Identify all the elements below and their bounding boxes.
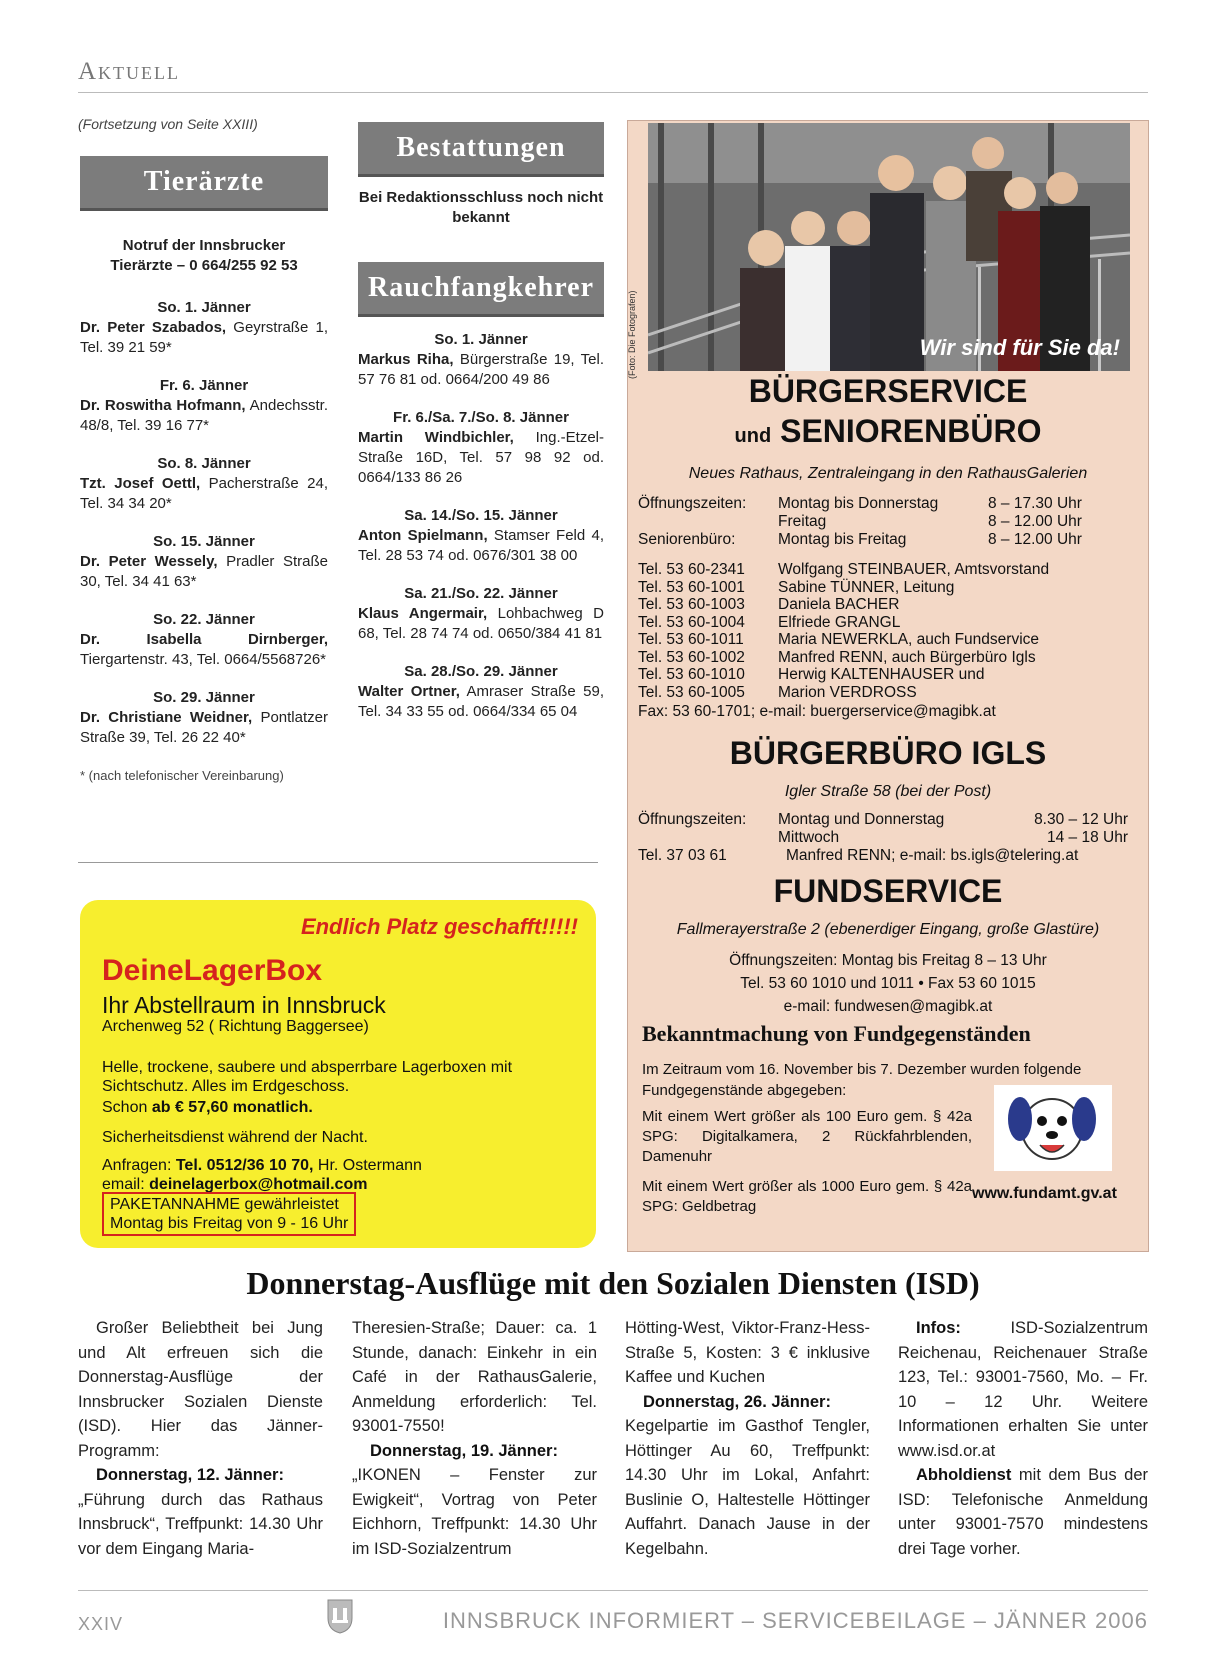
sweep-entry (358, 584, 604, 644)
lagerbox-subtitle: Ihr Abstellraum in Innsbruck (102, 992, 386, 1018)
contact-tel: Tel. 53 60-1004 (638, 613, 745, 631)
sweep-detail: Lohbachweg D 68, Tel. 28 74 74 od. 0650/384 41 81 (358, 605, 605, 642)
contact-row (638, 666, 1138, 684)
tieraerzte-banner: Tierärzte (80, 156, 328, 211)
vet-date: Fr. 6. Jänner (159, 377, 249, 394)
igls-hours-row: Mittwoch 14 – 18 Uhr (778, 829, 1128, 846)
sweep-detail: Stamser Feld 4, Tel. 28 53 74 od. 0676/301 38 00 (358, 527, 605, 564)
lagerbox-email[interactable]: deinelagerbox@hotmail.com (149, 1176, 368, 1193)
vet-name: Dr. Peter Wessely, (80, 553, 218, 570)
contact-row (638, 649, 1138, 667)
buergerservice-location: Neues Rathaus, Zentraleingang in den RathausGalerien (688, 465, 1088, 482)
lagerbox-contact: Anfragen: Tel. 0512/36 10 70, Hr. Ostermann email: deinelagerbox@hotmail.com (102, 1157, 422, 1193)
contact-row (638, 579, 1138, 597)
contact-list (638, 561, 1138, 701)
sweep-name: Anton Spielmann, (358, 527, 488, 544)
sweep-entry (358, 408, 604, 488)
sweep-date: Sa. 21./So. 22. Jänner (404, 585, 558, 602)
isd-column-3: Hötting-West, Viktor-Franz-Hess-Straße 5, Kosten: 3 € inklusive Kaffee und Kuchen Donnerstag, 26. Jänner: Kegelpartie im Gasthof Tengler, Höttinger Au 60, Treffpunkt: 14.30 Uhr im Lokal, Anfahrt: Buslinie O, Haltestelle Höttinger Auffahrt. Danach Jause in der Kegelbahn. (625, 1319, 870, 1558)
rauchfang-banner: Rauchfangkehrer (358, 262, 604, 317)
vet-list (80, 298, 328, 748)
vet-name: Dr. Peter Szabados, (80, 319, 227, 336)
team-photo (648, 123, 1130, 371)
lagerbox-phone: Tel. 0512/36 10 70, (175, 1157, 314, 1174)
igls-hours: Öffnungszeiten: Montag und Donnerstag 8.30 – 12 Uhr Mittwoch 14 – 18 Uhr Tel. 37 03 61 Manfred RENN; e-mail: bs.igls@telering.at (638, 811, 1138, 865)
team-photo-illustration (648, 123, 1130, 371)
vet-entry (80, 298, 328, 358)
fundservice-contact: Öffnungszeiten: Montag bis Freitag 8 – 13 Uhr Tel. 53 60 1010 und 1011 • Fax 53 60 1015 e-mail: fundwesen@magibk.at (729, 952, 1047, 1015)
sweep-detail: Ing.-Etzel-Straße 16D, Tel. 57 98 92 od. 0664/133 86 26 (358, 429, 604, 486)
fund-item-1: Mit einem Wert größer als 100 Euro gem. § 42a SPG: Digitalkamera, 2 Rückfahrblenden, Damenuhr (642, 1108, 972, 1165)
hours-row: Freitag 8 – 12.00 Uhr (778, 513, 1082, 530)
vet-entry (80, 610, 328, 670)
bestattungen-text: Bei Redaktionsschluss noch nicht bekannt (358, 189, 604, 226)
sweep-detail: Bürgerstraße 19, Tel. 57 76 81 od. 0664/200 49 86 (358, 351, 604, 388)
page-number: XXIV (78, 1614, 124, 1634)
vet-name: Tzt. Josef Oettl, (80, 475, 201, 492)
contact-name: Elfriede GRANGL (778, 613, 901, 631)
buergerservice-panel (627, 120, 1149, 1252)
fund-item-2: Mit einem Wert größer als 1000 Euro gem. § 42a SPG: Geldbetrag (642, 1178, 972, 1215)
continuation-note: (Fortsetzung von Seite XXIII) (78, 116, 258, 132)
hours-row: Montag bis Donnerstag 8 – 17.30 Uhr (778, 495, 1082, 512)
sweep-date: Sa. 14./So. 15. Jänner (404, 507, 558, 524)
lagerbox-address: Archenweg 52 ( Richtung Baggersee) (102, 1018, 369, 1035)
vet-detail: Pacherstraße 24, Tel. 34 34 20* (80, 475, 328, 512)
header-rule (78, 92, 1148, 93)
igls-tel: Tel. 37 03 61 (638, 847, 727, 864)
footer-rule (78, 1590, 1148, 1591)
contact-name: Daniela BACHER (778, 596, 900, 613)
contact-name: Marion VERDROSS (778, 683, 917, 701)
sweep-list (358, 330, 604, 740)
contact-name: Sabine TÜNNER, Leitung (778, 578, 955, 596)
vet-entry (80, 376, 328, 436)
vet-detail: Tiergartenstr. 43, Tel. 0664/5568726* (80, 651, 327, 668)
dog-mascot-icon (994, 1085, 1112, 1171)
contact-row (638, 614, 1138, 632)
vet-detail: Geyrstraße 1, Tel. 39 21 59* (80, 319, 328, 356)
fundservice-address: Fallmerayerstraße 2 (ebenerdiger Eingang, große Glastüre) (676, 921, 1100, 938)
lagerbox-slogan: Endlich Platz geschafft!!!!! (300, 914, 578, 939)
contact-tel: Tel. 53 60-1010 (638, 666, 745, 683)
notruf-line2: Tierärzte – 0 664/255 92 53 (110, 257, 298, 274)
igls-contact: Manfred RENN; e-mail: bs.igls@telering.at (786, 847, 1079, 864)
lagerbox-price: Schon ab € 57,60 monatlich. (102, 1099, 313, 1116)
sweep-name: Walter Ortner, (358, 683, 460, 700)
contact-tel: Tel. 53 60-1002 (638, 648, 745, 666)
buergerservice-fax: Fax: 53 60-1701; e-mail: buergerservice@magibk.at (638, 703, 996, 720)
price-value: ab € 57,60 monatlich. (151, 1099, 313, 1116)
igls-hours-row: Montag und Donnerstag 8.30 – 12 Uhr (778, 811, 1128, 828)
bestattungen-banner: Bestattungen (358, 122, 604, 177)
contact-name: Wolfgang STEINBAUER, Amtsvorstand (778, 561, 1050, 578)
vet-detail: Pradler Straße 30, Tel. 34 41 63* (80, 553, 328, 590)
vet-detail: Pontlatzer Straße 39, Tel. 26 22 40* (80, 709, 328, 746)
buergerservice-title: BÜRGERSERVICE (748, 373, 1028, 409)
fundservice-title: FUNDSERVICE (773, 873, 1003, 909)
paket-box: PAKETANNAHME gewährleistet Montag bis Freitag von 9 - 16 Uhr (102, 1192, 356, 1236)
contact-name: Herwig KALTENHAUSER und (778, 666, 985, 683)
vet-entry (80, 532, 328, 592)
lagerbox-description: Helle, trockene, saubere und absperrbare Lagerboxen mit Sichtschutz. Alles im Erdgeschoss. (102, 1059, 513, 1095)
vet-name: Dr. Christiane Weidner, (80, 709, 253, 726)
sweep-date: So. 1. Jänner (434, 331, 528, 348)
notruf-line1: Notruf der Innsbrucker (122, 237, 286, 254)
isd-column-4: Infos: ISD-Sozialzentrum Reichenau, Reichenauer Straße 123, Tel.: 93001-7560, Mo. – Fr. 10 – 12 Uhr. Weitere Informationen erhalten Sie unter www.isd.or.at Abholdienst mit dem Bus der ISD: Telefonische Anmeldung unter 93001-7570 mindestens drei Tage vorher. (898, 1319, 1148, 1558)
isd-date-3: Donnerstag, 26. Jänner: (643, 1392, 831, 1411)
vet-entry (80, 454, 328, 514)
contact-name: Maria NEWERKLA, auch Fundservice (778, 631, 1040, 648)
section-header: Aktuell (78, 58, 181, 85)
isd-column-1: Großer Beliebtheit bei Jung und Alt erfreuen sich die Donnerstag-Ausflüge der Innsbrucker Sozialen Dienste (ISD). Hier das Jänner-Programm: Donnerstag, 12. Jänner: „Führung durch das Rathaus Innsbruck“, Treffpunkt: 14.30 Uhr vor dem Eingang Maria- (78, 1319, 323, 1558)
lagerbox-ad (80, 900, 596, 1248)
buergerservice-hours: Öffnungszeiten: Seniorenbüro: Montag bis Donnerstag 8 – 17.30 Uhr Freitag 8 – 12.00 Uhr Montag bis Freitag 8 – 12.00 Uhr (638, 495, 1138, 549)
sweep-name: Klaus Angermair, (358, 605, 488, 622)
isd-title: Donnerstag-Ausflüge mit den Sozialen Diensten (ISD) (246, 1265, 980, 1301)
contact-row (638, 561, 1138, 579)
lagerbox-brand: DeineLagerBox (102, 954, 323, 987)
vet-date: So. 1. Jänner (157, 299, 251, 316)
contact-tel: Tel. 53 60-1003 (638, 596, 745, 613)
isd-column-2: Theresien-Straße; Dauer: ca. 1 Stunde, danach: Einkehr in ein Café in der RathausGalerie, Anmeldung erforderlich: Tel. 93001-7550! Donnerstag, 19. Jänner: „IKONEN – Fenster zur Ewigkeit“, Vortrag von Peter Eichhorn, Treffpunkt: 14.30 Uhr im ISD-Sozialzentrum (352, 1319, 597, 1558)
vet-name: Dr. Isabella Dirnberger, (80, 631, 328, 648)
sweep-entry (358, 330, 604, 390)
lagerbox-security: Sicherheitsdienst während der Nacht. (102, 1129, 368, 1146)
bekanntmachung-intro: Im Zeitraum vom 16. November bis 7. Dezember wurden folgende Fundgegenstände abgegeben: (642, 1061, 1082, 1099)
igls-title: BÜRGERBÜRO IGLS (729, 735, 1047, 771)
sweep-entry (358, 506, 604, 566)
contact-name: Manfred RENN, auch Bürgerbüro Igls (778, 648, 1036, 666)
vet-name: Dr. Roswitha Hofmann, (80, 397, 246, 414)
hours-table (638, 495, 1138, 549)
bekanntmachung-title: Bekanntmachung von Fundgegenständen (642, 1021, 1031, 1046)
vet-entry (80, 688, 328, 748)
contact-tel: Tel. 53 60-1001 (638, 578, 745, 596)
vet-date: So. 8. Jänner (157, 455, 251, 472)
vet-date: So. 15. Jänner (153, 533, 255, 550)
seniorenbuero-title: und SENIORENBÜRO (734, 413, 1042, 449)
sweep-name: Markus Riha, (358, 351, 454, 368)
sweep-detail: Amraser Straße 59, Tel. 34 33 55 od. 0664/334 65 04 (358, 683, 604, 720)
sweep-date: Fr. 6./Sa. 7./So. 8. Jänner (393, 409, 569, 426)
sweep-date: Sa. 28./So. 29. Jänner (404, 663, 558, 680)
photo-caption: Wir sind für Sie da! (919, 335, 1120, 360)
photo-credit: (Foto: Die Fotografen) (627, 290, 637, 379)
contact-tel: Tel. 53 60-1005 (638, 683, 745, 701)
igls-address: Igler Straße 58 (bei der Post) (784, 783, 992, 800)
isd-date-2: Donnerstag, 19. Jänner: (370, 1441, 558, 1460)
contact-row (638, 596, 1138, 614)
publication-footer: INNSBRUCK INFORMIERT – SERVICEBEILAGE – JÄNNER 2006 (442, 1608, 1148, 1633)
vet-date: So. 29. Jänner (153, 689, 255, 706)
tieraerzte-column (80, 236, 328, 786)
contact-row (638, 631, 1138, 649)
fundamt-link[interactable]: www.fundamt.gv.at (972, 1185, 1117, 1202)
vet-detail: Andechsstr. 48/8, Tel. 39 16 77* (80, 397, 329, 434)
column-separator (78, 862, 598, 863)
contact-tel: Tel. 53 60-1011 (638, 631, 744, 648)
contact-tel: Tel. 53 60-2341 (638, 561, 745, 578)
sweep-entry (358, 662, 604, 722)
isd-date-1: Donnerstag, 12. Jänner: (96, 1466, 284, 1484)
footnote: * (nach telefonischer Vereinbarung) (80, 768, 284, 783)
vet-date: So. 22. Jänner (153, 611, 255, 628)
contact-row (638, 684, 1138, 702)
hours-row: Montag bis Freitag 8 – 12.00 Uhr (778, 531, 1082, 548)
city-crest-icon (326, 1598, 354, 1634)
sweep-name: Martin Windbichler, (358, 429, 514, 446)
